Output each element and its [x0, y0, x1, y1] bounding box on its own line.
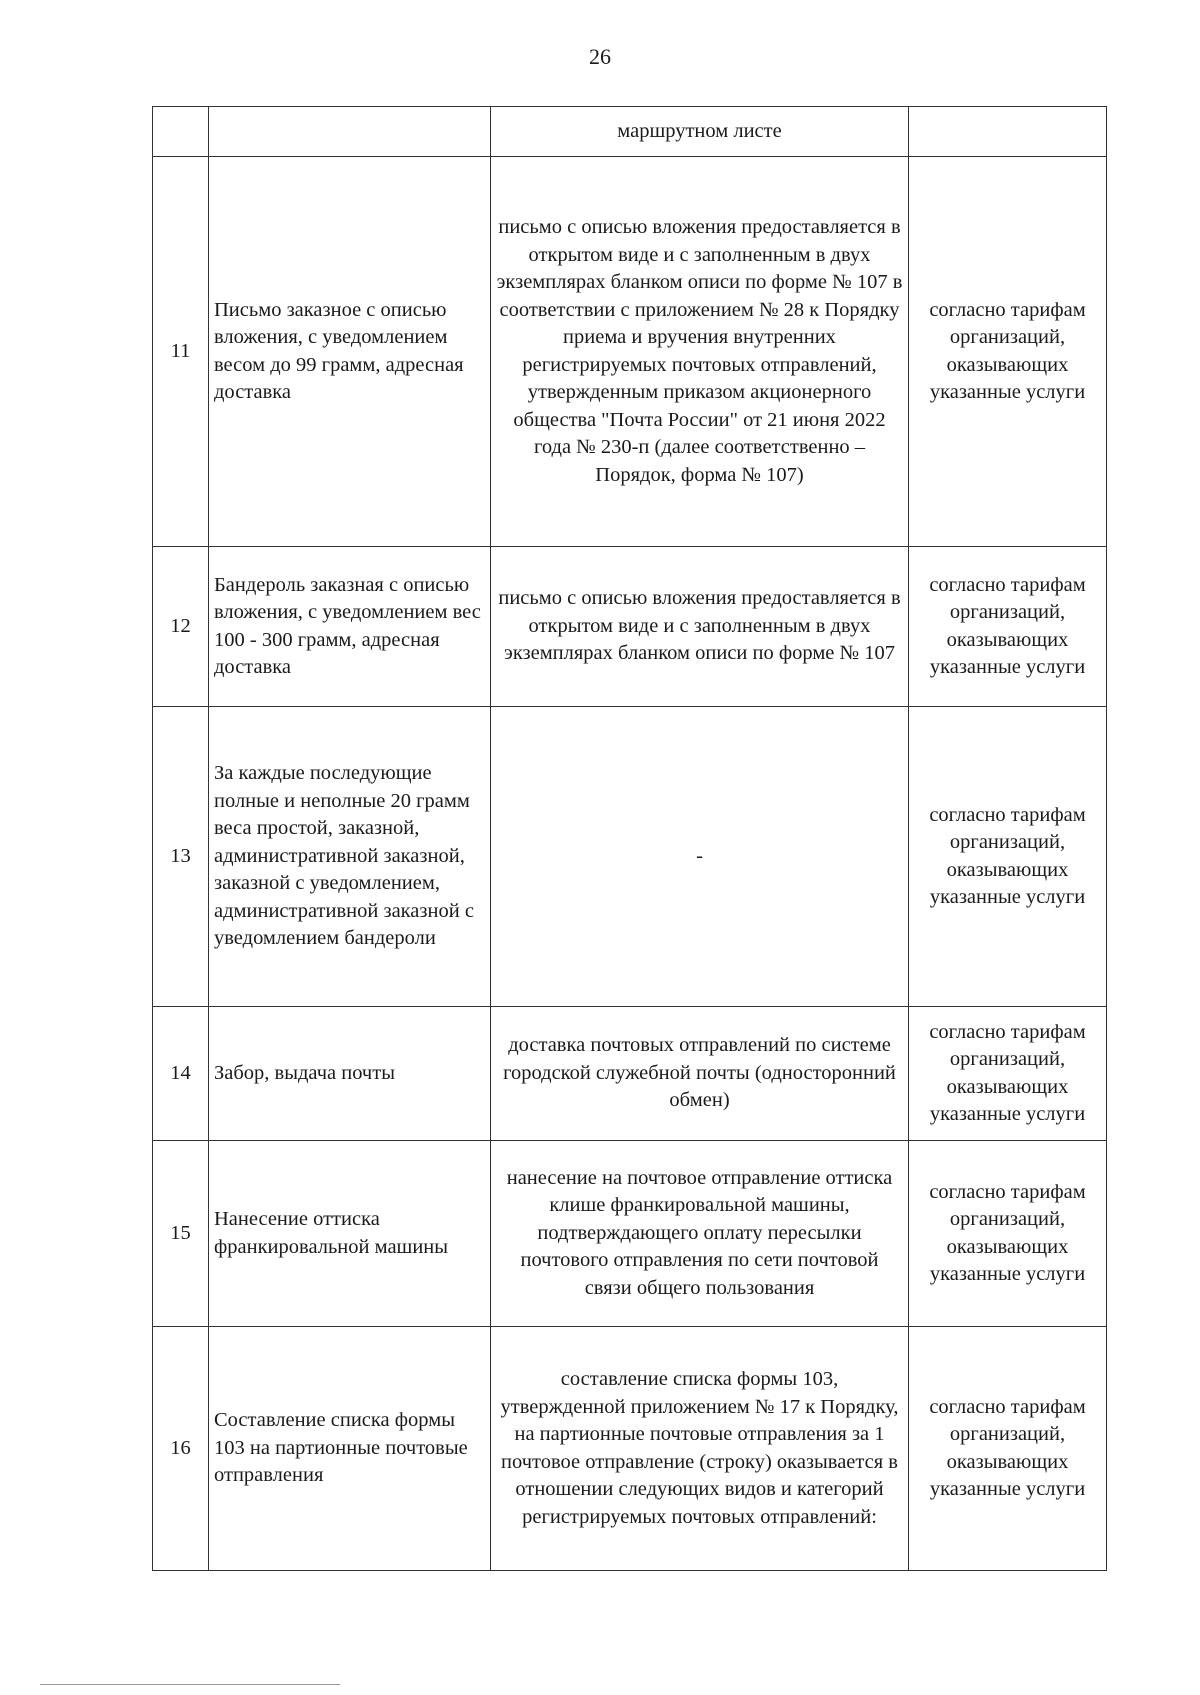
- service-description: письмо с описью вложения предоставляется в открытом виде и с заполненным в двух экземплярах бланком описи по форме № 107: [491, 547, 909, 707]
- service-description: нанесение на почтовое отправление оттиска клише франкировальной машины, подтверждающего оплату пересылки почтового отправления по сети почтовой связи общего пользования: [491, 1141, 909, 1327]
- services-table: [152, 106, 1107, 1571]
- service-name: Составление списка формы 103 на партионные почтовые отправления: [209, 1327, 491, 1571]
- service-price: согласно тарифам организаций, оказывающих указанные услуги: [909, 547, 1107, 707]
- service-price: согласно тарифам организаций, оказывающих указанные услуги: [909, 1141, 1107, 1327]
- service-price: согласно тарифам организаций, оказывающих указанные услуги: [909, 157, 1107, 547]
- service-price: [909, 107, 1107, 157]
- row-number: 15: [153, 1141, 209, 1327]
- row-number: 16: [153, 1327, 209, 1571]
- table-row: [153, 157, 1107, 547]
- table-row: [153, 1141, 1107, 1327]
- service-price: согласно тарифам организаций, оказывающих указанные услуги: [909, 1327, 1107, 1571]
- service-description: маршрутном листе: [491, 107, 909, 157]
- footer-divider: [40, 1684, 340, 1685]
- service-name: Забор, выдача почты: [209, 1007, 491, 1141]
- row-number: 11: [153, 157, 209, 547]
- service-price: согласно тарифам организаций, оказывающих указанные услуги: [909, 1007, 1107, 1141]
- service-description: доставка почтовых отправлений по системе городской служебной почты (односторонний обмен): [491, 1007, 909, 1141]
- service-name: Нанесение оттиска франкировальной машины: [209, 1141, 491, 1327]
- service-name: За каждые последующие полные и неполные 20 грамм веса простой, заказной, административной заказной, заказной с уведомлением, административной заказной с уведомлением бандероли: [209, 707, 491, 1007]
- row-number: 12: [153, 547, 209, 707]
- table-row: [153, 1327, 1107, 1571]
- service-name: [209, 107, 491, 157]
- table-row: [153, 1007, 1107, 1141]
- row-number: 14: [153, 1007, 209, 1141]
- table-row: [153, 707, 1107, 1007]
- table-row: [153, 547, 1107, 707]
- service-price: согласно тарифам организаций, оказывающих указанные услуги: [909, 707, 1107, 1007]
- service-description: письмо с описью вложения предоставляется в открытом виде и с заполненным в двух экземплярах бланком описи по форме № 107 в соответствии с приложением № 28 к Порядку приема и вручения внутренних регистрируемых почтовых отправлений, утвержденным приказом акционерного общества "Почта России" от 21 июня 2022 года № 230-п (далее соответственно – Порядок, форма № 107): [491, 157, 909, 547]
- service-name: Бандероль заказная с описью вложения, с уведомлением вес 100 - 300 грамм, адресная доставка: [209, 547, 491, 707]
- page-number: 26: [589, 44, 611, 69]
- row-number: [153, 107, 209, 157]
- service-name: Письмо заказное с описью вложения, с уведомлением весом до 99 грамм, адресная доставка: [209, 157, 491, 547]
- row-number: 13: [153, 707, 209, 1007]
- service-description: -: [491, 707, 909, 1007]
- table-row: [153, 107, 1107, 157]
- service-description: составление списка формы 103, утвержденной приложением № 17 к Порядку, на партионные почтовые отправления за 1 почтовое отправление (строку) оказывается в отношении следующих видов и категорий регистрируемых почтовых отправлений:: [491, 1327, 909, 1571]
